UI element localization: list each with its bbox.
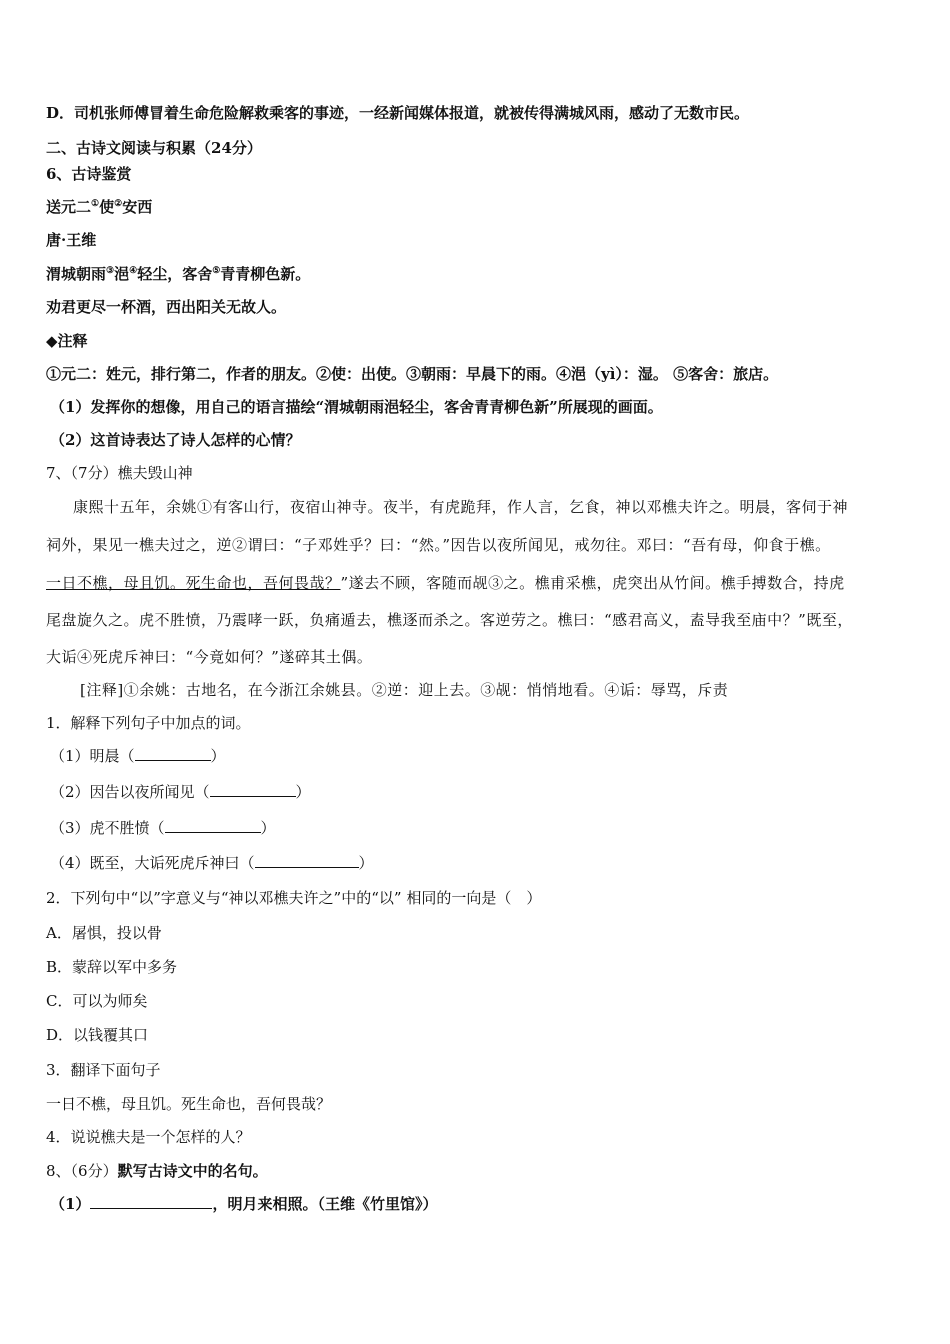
blank-4: （4）既至，大诟死虎斥神曰（ ） xyxy=(50,854,374,872)
option-a[interactable]: A．屠惧，投以骨 xyxy=(46,924,162,942)
passage-line-2: 祠外，果见一樵夫过之，逆②谓曰：“子邓姓乎？曰：“然。”因告以夜所闻见，戒勿往。邓曰：“吾有母，仰食于樵。 xyxy=(46,536,831,554)
q8-header: 8、（6分）默写古诗文中的名句。 xyxy=(46,1162,268,1180)
poem-title: 送元二①使②安西 xyxy=(46,198,153,216)
passage-line-3: 一日不樵，母且饥。死生命也，吾何畏哉？”遂去不顾，客随而觇③之。樵甫采樵，虎突出从竹间。樵手搏数合，持虎 xyxy=(46,574,845,592)
q7-header: 7、（7分）樵夫毁山神 xyxy=(46,464,193,482)
poem-notes: ①元二：姓元，排行第二，作者的朋友。②使：出使。③朝雨：早晨下的雨。④浥（yì）：湿。 ⑤客舍：旅店。 xyxy=(46,365,779,383)
answer-blank[interactable] xyxy=(90,1194,212,1209)
option-d-2[interactable]: D．以钱覆其口 xyxy=(46,1026,149,1044)
underlined-sentence: 一日不樵，母且饥。死生命也，吾何畏哉？ xyxy=(46,574,341,592)
translate-sentence: 一日不樵，母且饥。死生命也，吾何畏哉？ xyxy=(46,1095,332,1113)
q7-sub-4: 4．说说樵夫是一个怎样的人？ xyxy=(46,1128,251,1146)
section-heading: 二、古诗文阅读与积累（24分） xyxy=(46,139,262,157)
answer-blank[interactable] xyxy=(165,818,261,833)
poem-line-1: 渭城朝雨③浥④轻尘，客舍⑤青青柳色新。 xyxy=(46,265,311,283)
q7-sub-3: 3．翻译下面句子 xyxy=(46,1061,161,1079)
option-d: D．司机张师傅冒着生命危险解救乘客的事迹，一经新闻媒体报道，就被传得满城风雨，感动了无数市民。 xyxy=(46,104,750,122)
option-b[interactable]: B．蒙辞以军中多务 xyxy=(46,958,178,976)
notes-header: ◆注释 xyxy=(46,332,88,350)
option-c[interactable]: C．可以为师矣 xyxy=(46,992,148,1010)
q6-header: 6、古诗鉴赏 xyxy=(46,165,132,183)
passage-line-5: 大诟④死虎斥神曰：“今竟如何？”遂碎其土偶。 xyxy=(46,648,373,666)
answer-blank[interactable] xyxy=(255,853,359,868)
blank-2: （2）因告以夜所闻见（ ） xyxy=(50,783,311,801)
q6-sub-2: （2）这首诗表达了诗人怎样的心情？ xyxy=(50,431,301,449)
passage-line-1: 康熙十五年，余姚①有客山行，夜宿山神寺。夜半，有虎跪拜，作人言，乞食，神以邓樵夫许之。明晨，客伺于神 xyxy=(73,498,849,516)
q8-sub-1: （1） ，明月来相照。（王维《竹里馆》） xyxy=(50,1195,438,1213)
passage-notes: [注释]①余姚：古地名，在今浙江余姚县。②逆：迎上去。③觇：悄悄地看。④诟：辱骂，斥责 xyxy=(80,681,729,699)
blank-1: （1）明晨（ ） xyxy=(50,747,226,765)
q7-sub-2: 2．下列句中“以”字意义与“神以邓樵夫许之”中的“以” 相同的一向是（ ） xyxy=(46,889,542,907)
q6-sub-1: （1）发挥你的想像，用自己的语言描绘“渭城朝雨浥轻尘，客舍青青柳色新”所展现的画面。 xyxy=(50,398,663,416)
poem-line-2: 劝君更尽一杯酒，西出阳关无故人。 xyxy=(46,298,287,316)
blank-3: （3）虎不胜愤（ ） xyxy=(50,819,276,837)
poem-author: 唐·王维 xyxy=(46,231,97,249)
q7-sub-1: 1．解释下列句子中加点的词。 xyxy=(46,714,251,732)
answer-blank[interactable] xyxy=(135,746,211,761)
passage-line-4: 尾盘旋久之。虎不胜愤，乃震哮一跃，负痛遁去，樵逐而杀之。客逆劳之。樵曰：“感君高义，盍导我至庙中？”既至， xyxy=(46,611,853,629)
answer-blank[interactable] xyxy=(210,782,296,797)
